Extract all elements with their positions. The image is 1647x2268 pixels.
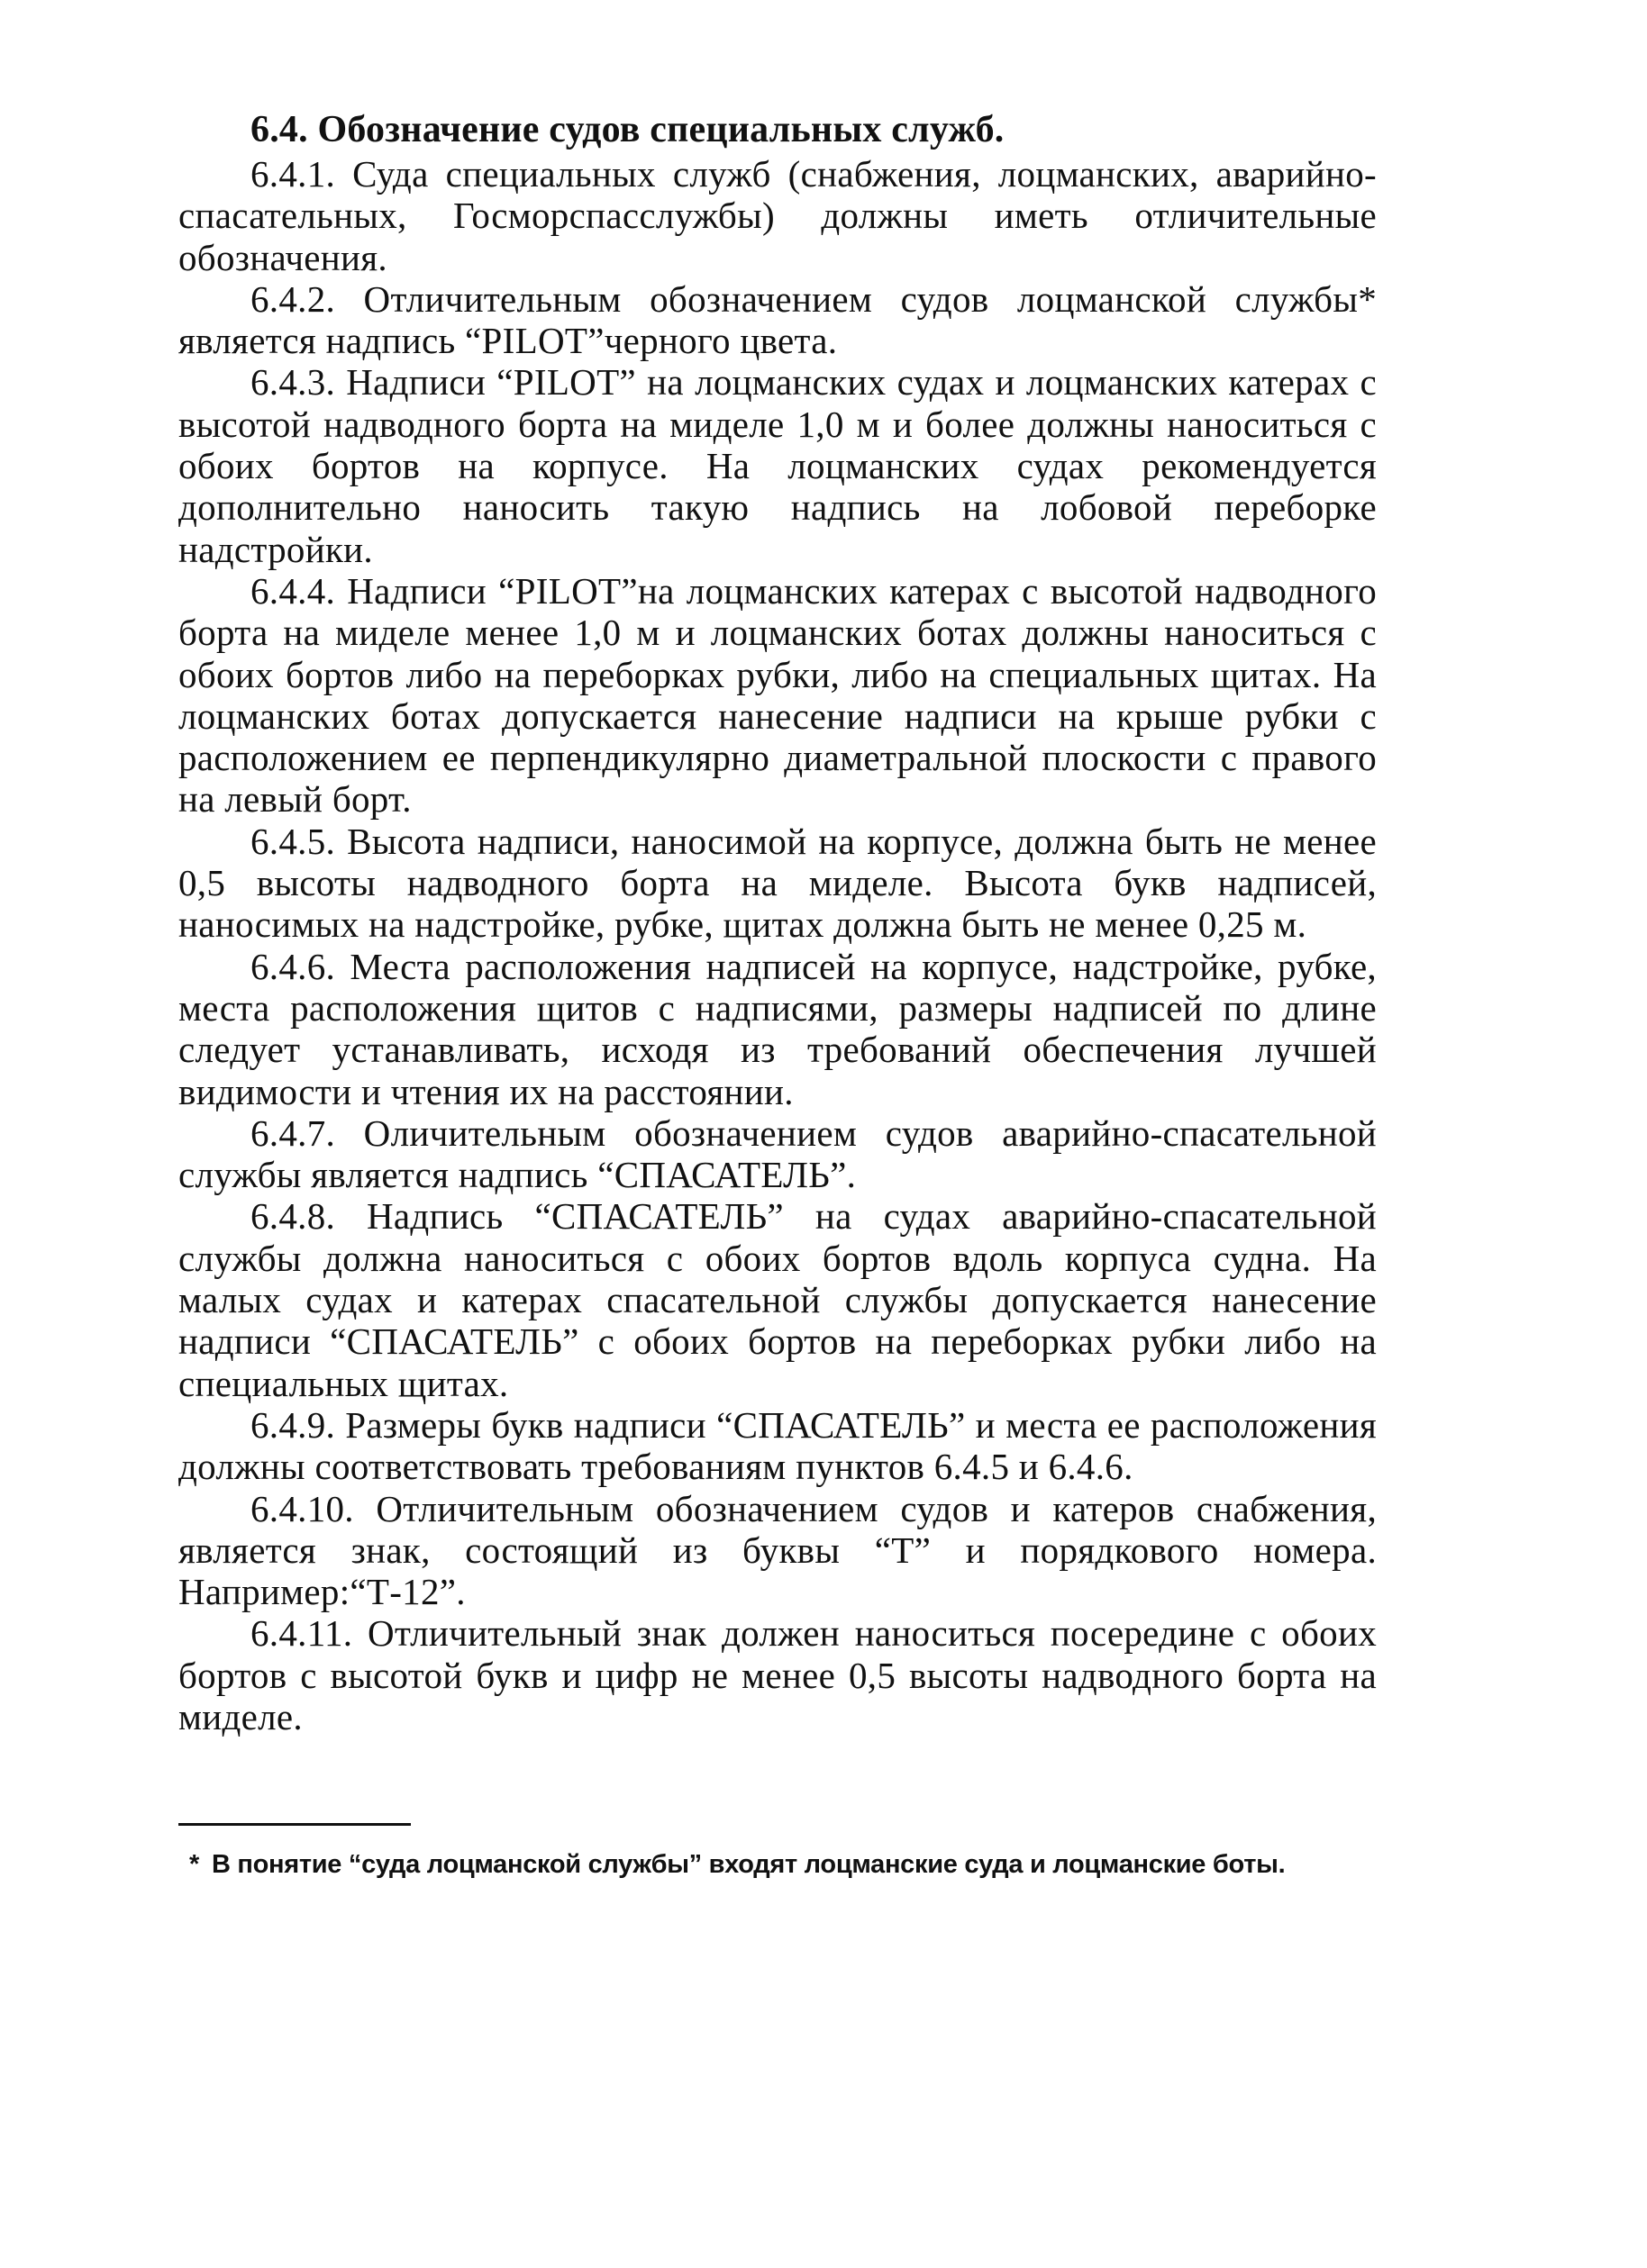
footnote	[189, 1848, 1379, 1881]
paragraph-6-4-2: 6.4.2. Отличительным обозначением судов лоцманской службы* является надпись “PILOT”черного цвета.	[178, 277, 1377, 362]
paragraph-6-4-1: 6.4.1. Суда специальных служб (снабжения, лоцманских, аварийно-спасательных, Госморспасслужбы) должны иметь отличительные обозначения.	[178, 153, 1377, 278]
paragraph-6-4-6: 6.4.6. Места расположения надписей на корпусе, надстройке, рубке, места расположения щитов с надписями, размеры надписей по длине следует устанавливать, исходя из требований обеспечения лучшей видимости и чтения их на расстоянии.	[178, 945, 1377, 1112]
footnote-text: В понятие “суда лоцманской службы” входят лоцманские суда и лоцманские боты.	[212, 1850, 1286, 1879]
paragraph-6-4-11: 6.4.11. Отличительный знак должен наноситься посередине с обоих бортов с высотой букв и цифр не менее 0,5 высоты надводного борта на миделе.	[178, 1612, 1377, 1737]
paragraph-6-4-10: 6.4.10. Отличительным обозначением судов и катеров снабжения, является знак, состоящий из буквы “Т” и порядкового номера. Например:“Т-12”.	[178, 1487, 1377, 1613]
paragraph-6-4-8: 6.4.8. Надпись “СПАСАТЕЛЬ” на судах аварийно-спасательной службы должна наноситься с обоих бортов вдоль корпуса судна. На малых судах и катерах спасательной службы допускается нанесение надписи “СПАСАТЕЛЬ” с обоих бортов на переборках рубки либо на специальных щитах.	[178, 1195, 1377, 1404]
footnote-separator	[178, 1823, 411, 1826]
section-heading: 6.4. Обозначение судов специальных служб.	[250, 109, 1005, 150]
paragraph-6-4-7: 6.4.7. Оличительным обозначением судов аварийно-спасательной службы является надпись “СПАСАТЕЛЬ”.	[178, 1111, 1377, 1196]
document-body	[178, 108, 1377, 1737]
footnote-marker: *	[189, 1850, 199, 1879]
paragraph-6-4-9: 6.4.9. Размеры букв надписи “СПАСАТЕЛЬ” и места ее расположения должны соответствовать требованиям пунктов 6.4.5 и 6.4.6.	[178, 1403, 1377, 1488]
paragraph-6-4-5: 6.4.5. Высота надписи, наносимой на корпусе, должна быть не менее 0,5 высоты надводного борта на миделе. Высота букв надписей, наносимых на надстройке, рубке, щитах должна быть не менее 0,25 м.	[178, 820, 1377, 946]
paragraph-6-4-4: 6.4.4. Надписи “PILOT”на лоцманских катерах с высотой надводного борта на миделе менее 1,0 м и лоцманских ботах должны наноситься с обоих бортов либо на переборках рубки, либо на специальных щитах. На лоцманских ботах допускается нанесение надписи на крыше рубки с расположением ее перпендикулярно диаметральной плоскости с правого на левый борт.	[178, 569, 1377, 821]
paragraph-6-4-3: 6.4.3. Надписи “PILOT” на лоцманских судах и лоцманских катерах с высотой надводного борта на миделе 1,0 м и более должны наноситься с обоих бортов на корпусе. На лоцманских судах рекомендуется дополнительно наносить такую надпись на лобовой переборке надстройки.	[178, 361, 1377, 570]
